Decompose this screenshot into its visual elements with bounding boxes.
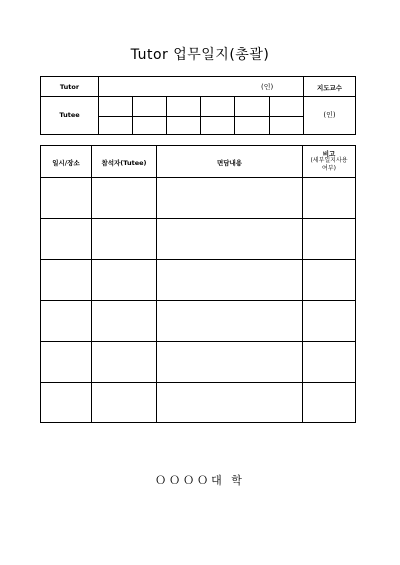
header-note-sub2: 여부) (322, 165, 336, 172)
tutee-label: Tutee (59, 111, 80, 119)
header-datetime-place: 일시/장소 (52, 159, 80, 167)
tutor-log-table (40, 145, 356, 423)
tutor-info-table (40, 76, 356, 135)
tutor-label: Tutor (59, 83, 80, 91)
header-content: 면담내용 (216, 159, 243, 167)
tutor-seal: (인) (261, 83, 274, 91)
professor-seal: (인) (323, 111, 336, 119)
header-note-sub1: (세부일지사용 (310, 157, 348, 164)
page-title: Tutor 업무일지(총괄) (130, 47, 270, 63)
header-attendees: 참석자(Tutee) (101, 159, 147, 167)
header-note: 비고 (322, 150, 336, 158)
university-name: ＯＯＯＯ대 학 (155, 474, 245, 487)
professor-label: 지도교수 (316, 84, 343, 92)
